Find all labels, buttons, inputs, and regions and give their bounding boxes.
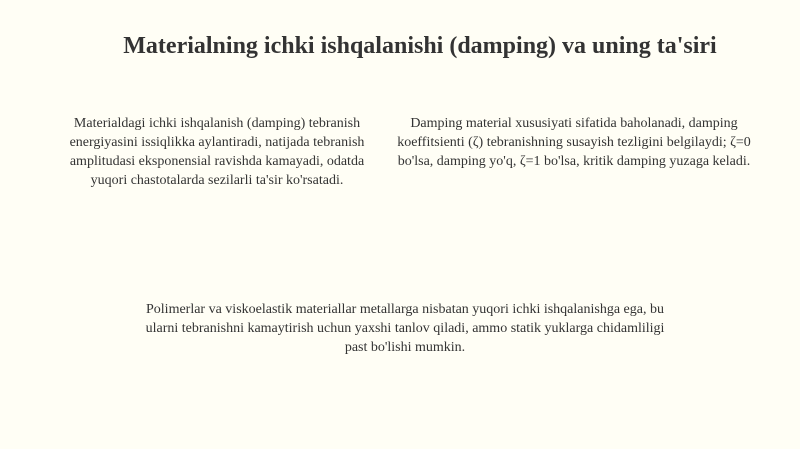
slide-title: Materialning ichki ishqalanishi (damping) va uning ta'siri <box>123 33 717 59</box>
paragraph-damping-definition: Materialdagi ichki ishqalanish (damping) tebranish energiyasini issiqlikka aylantiradi, natijada tebranish amplitudasi eksponensial ravishda kamayadi, odatda yuqori chastotalarda sezilarli ta'sir ko'rsatadi. <box>69 116 365 188</box>
paragraph-damping-coefficient: Damping material xususiyati sifatida baholanadi, damping koeffitsienti (ζ) tebranishning susayish tezligini belgilaydi; ζ=0 bo'lsa, damping yo'q, ζ=1 bo'lsa, kritik damping yuzaga keladi. <box>397 116 751 169</box>
paragraph-polymers-viscoelastic: Polimerlar va viskoelastik materiallar metallarga nisbatan yuqori ichki ishqalanishga ega, bu ularni tebranishni kamaytirish uchun yaxshi tanlov qiladi, ammo statik yuklarga chidamliligi past bo'lishi mumkin. <box>145 302 665 355</box>
